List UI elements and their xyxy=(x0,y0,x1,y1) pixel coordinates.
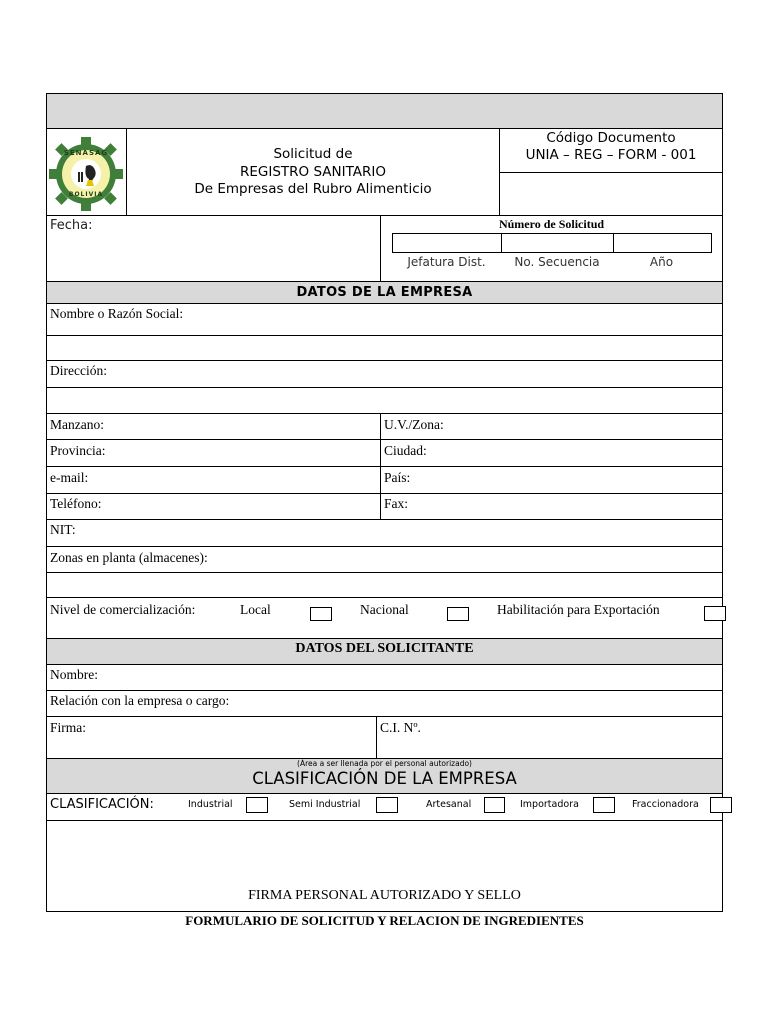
solicitante-section-title: DATOS DEL SOLICITANTE xyxy=(295,641,474,656)
zonas-planta-label: Zonas en planta (almacenes): xyxy=(50,550,208,565)
border-bottom xyxy=(46,911,723,912)
nit-label: NIT: xyxy=(50,522,76,537)
doc-code-empty-cell[interactable] xyxy=(500,173,722,215)
ciudad-label: Ciudad: xyxy=(384,443,427,458)
divider xyxy=(46,597,723,598)
top-gray-bar xyxy=(47,93,722,128)
fecha-label: Fecha: xyxy=(50,218,93,233)
provincia-label: Provincia: xyxy=(50,443,106,458)
border-top xyxy=(46,93,723,94)
option-fraccionadora-checkbox[interactable] xyxy=(710,797,732,813)
divider xyxy=(46,664,723,665)
option-fraccionadora-label: Fraccionadora xyxy=(632,799,699,810)
manzano-label: Manzano: xyxy=(50,417,104,432)
nombre-razon-social-label: Nombre o Razón Social: xyxy=(50,306,184,321)
anio-box[interactable] xyxy=(614,234,711,252)
form-title-line3: De Empresas del Rubro Alimenticio xyxy=(194,181,432,197)
option-importadora-label: Importadora xyxy=(520,799,579,810)
divider xyxy=(46,690,723,691)
empresa-section-title: DATOS DE LA EMPRESA xyxy=(296,285,473,300)
divider xyxy=(46,303,723,304)
senasag-logo xyxy=(48,136,124,212)
firma-label: Firma: xyxy=(50,720,86,735)
local-checkbox[interactable] xyxy=(310,607,332,621)
form-title-line1: Solicitud de xyxy=(273,146,353,162)
nacional-checkbox[interactable] xyxy=(447,607,469,621)
jefatura-label: Jefatura Dist. xyxy=(407,255,486,269)
fecha-field[interactable] xyxy=(47,234,379,280)
secuencia-box[interactable] xyxy=(502,234,614,252)
option-artesanal-label: Artesanal xyxy=(426,799,472,810)
form-title-line2: REGISTRO SANITARIO xyxy=(239,164,387,180)
fax-label: Fax: xyxy=(384,496,409,511)
doc-code-label: Código Documento xyxy=(546,130,676,146)
clasificacion-label: CLASIFICACIÓN: xyxy=(50,797,154,812)
divider xyxy=(46,546,723,547)
nivel-comercializacion-label: Nivel de comercialización: xyxy=(50,602,196,617)
option-industrial-checkbox[interactable] xyxy=(246,797,268,813)
divider xyxy=(376,716,377,759)
divider xyxy=(46,413,723,414)
telefono-label: Teléfono: xyxy=(50,496,102,511)
divider xyxy=(46,466,723,467)
uv-zona-label: U.V./Zona: xyxy=(384,417,444,432)
clasificacion-note: (Área a ser llenada por el personal autorizado) xyxy=(297,759,472,768)
anio-label: Año xyxy=(649,255,674,269)
divider xyxy=(46,128,723,129)
nacional-label: Nacional xyxy=(360,602,409,617)
relacion-cargo-label: Relación con la empresa o cargo: xyxy=(50,693,230,708)
divider xyxy=(380,413,381,519)
numero-solicitud-boxes xyxy=(392,233,712,253)
solicitante-nombre-label: Nombre: xyxy=(50,667,98,682)
pais-label: País: xyxy=(384,470,411,485)
option-industrial-label: Industrial xyxy=(188,799,233,810)
option-semi-industrial-label: Semi Industrial xyxy=(289,799,361,810)
exportacion-label: Habilitación para Exportación xyxy=(497,602,660,617)
option-semi-industrial-checkbox[interactable] xyxy=(376,797,398,813)
divider xyxy=(46,793,723,794)
firma-sello-area[interactable] xyxy=(47,821,722,881)
jefatura-box[interactable] xyxy=(393,234,502,252)
option-artesanal-checkbox[interactable] xyxy=(484,797,505,813)
email-label: e-mail: xyxy=(50,470,89,485)
option-importadora-checkbox[interactable] xyxy=(593,797,615,813)
divider xyxy=(46,638,723,639)
doc-code-value: UNIA – REG – FORM - 001 xyxy=(525,147,697,163)
divider xyxy=(46,493,723,494)
clasificacion-section-title: CLASIFICACIÓN DE LA EMPRESA xyxy=(252,769,517,788)
divider xyxy=(46,439,723,440)
logo-top-text: SENASAG xyxy=(63,149,109,157)
direccion-field[interactable] xyxy=(47,388,722,413)
divider xyxy=(46,519,723,520)
divider xyxy=(46,360,723,361)
ci-label: C.I. Nº. xyxy=(380,720,421,735)
secuencia-label: No. Secuencia xyxy=(514,255,600,269)
local-label: Local xyxy=(240,602,271,617)
numero-solicitud-label: Número de Solicitud xyxy=(498,217,605,231)
zonas-planta-field[interactable] xyxy=(47,573,722,597)
logo-bottom-text: BOLIVIA xyxy=(68,191,104,198)
footer-title: FORMULARIO DE SOLICITUD Y RELACION DE INGREDIENTES xyxy=(185,913,584,928)
divider xyxy=(46,716,723,717)
senasag-logo-emblem xyxy=(48,136,124,212)
nombre-razon-social-field[interactable] xyxy=(47,336,722,360)
divider xyxy=(46,215,723,216)
direccion-label: Dirección: xyxy=(50,363,107,378)
firma-sello-label: FIRMA PERSONAL AUTORIZADO Y SELLO xyxy=(248,888,521,903)
divider xyxy=(46,281,723,282)
exportacion-checkbox[interactable] xyxy=(704,606,726,621)
